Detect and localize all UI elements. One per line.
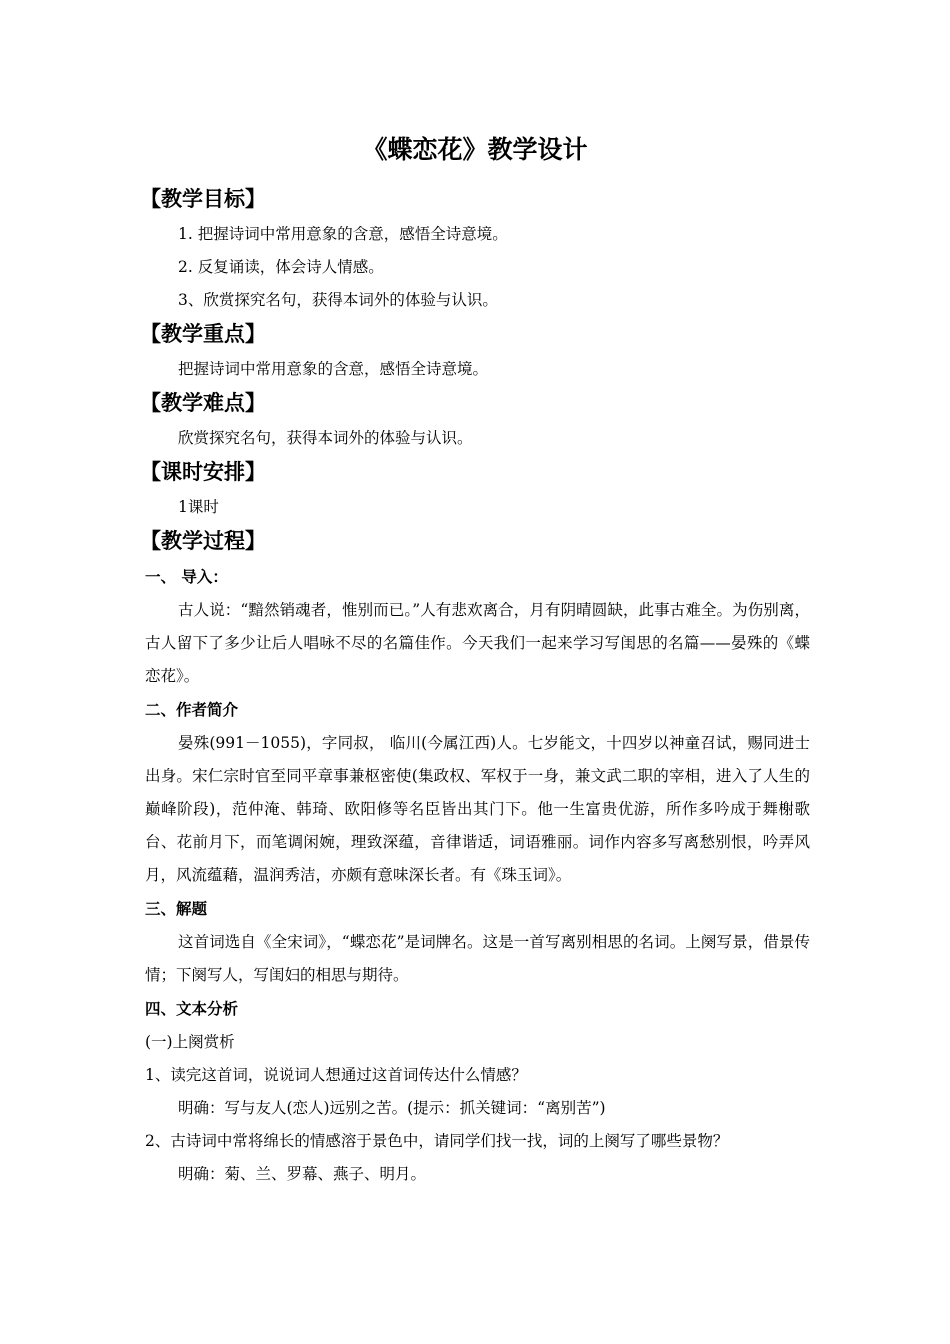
title-explain-paragraph: 这首词选自《全宋词》，“蝶恋花”是词牌名。这是一首写离别相思的名词。上阕写景，借景传情；下阕写人，写闺妇的相思与期待。 xyxy=(145,933,810,984)
objective-item-1: 1. 把握诗词中常用意象的含意，感悟全诗意境。 xyxy=(178,225,508,243)
author-heading: 二、作者简介 xyxy=(145,701,239,719)
objective-item-3: 3、欣赏探究名句，获得本词外的体验与认识。 xyxy=(178,291,498,309)
section-heading-key-points: 【教学重点】 xyxy=(140,322,266,346)
page-title: 《蝶恋花》教学设计 xyxy=(362,135,588,164)
schedule-text: 1课时 xyxy=(178,498,219,516)
answer-1: 明确：写与友人(恋人)远别之苦。(提示：抓关键词：“离别苦”) xyxy=(178,1099,606,1117)
key-points-text: 把握诗词中常用意象的含意，感悟全诗意境。 xyxy=(178,360,489,378)
question-1: 1、读完这首词，说说词人想通过这首词传达什么情感？ xyxy=(145,1066,527,1084)
question-2: 2、古诗词中常将绵长的情感溶于景色中，请同学们找一找，词的上阕写了哪些景物？ xyxy=(145,1132,729,1150)
title-explain-heading: 三、解题 xyxy=(145,900,208,918)
section-heading-process: 【教学过程】 xyxy=(140,529,266,553)
answer-2: 明确：菊、兰、罗幕、燕子、明月。 xyxy=(178,1165,427,1183)
intro-heading: 一、 导入： xyxy=(145,568,228,586)
difficulties-text: 欣赏探究名句，获得本词外的体验与认识。 xyxy=(178,429,473,447)
analysis-subheading: (一)上阕赏析 xyxy=(145,1033,235,1051)
document-body xyxy=(140,182,810,1191)
section-heading-schedule: 【课时安排】 xyxy=(140,460,266,484)
objective-item-2: 2. 反复诵读，体会诗人情感。 xyxy=(178,258,384,276)
analysis-heading: 四、文本分析 xyxy=(145,1000,239,1018)
section-heading-difficulties: 【教学难点】 xyxy=(140,391,266,415)
intro-paragraph: 古人说：“黯然销魂者，惟别而已。”人有悲欢离合，月有阴晴圆缺，此事古难全。为伤别离，古人留下了多少让后人唱咏不尽的名篇佳作。今天我们一起来学习写闺思的名篇——晏殊的《蝶恋花》。 xyxy=(145,601,810,685)
author-paragraph: 晏殊(991－1055)，字同叔， 临川(今属江西)人。七岁能文，十四岁以神童召试，赐同进士出身。宋仁宗时官至同平章事兼枢密使(集政权、军权于一身，兼文武二职的宰相，进入了人生的巅峰阶段)，范仲淹、韩琦、欧阳修等名臣皆出其门下。他一生富贵优游，所作多吟成于舞榭歌台、花前月下，而笔调闲婉，理致深蕴，音律谐适，词语雅丽。词作内容多写离愁别恨，吟弄风月，风流蕴藉，温润秀洁，亦颇有意味深长者。有《珠玉词》。 xyxy=(145,734,810,884)
section-heading-objectives: 【教学目标】 xyxy=(140,187,266,211)
